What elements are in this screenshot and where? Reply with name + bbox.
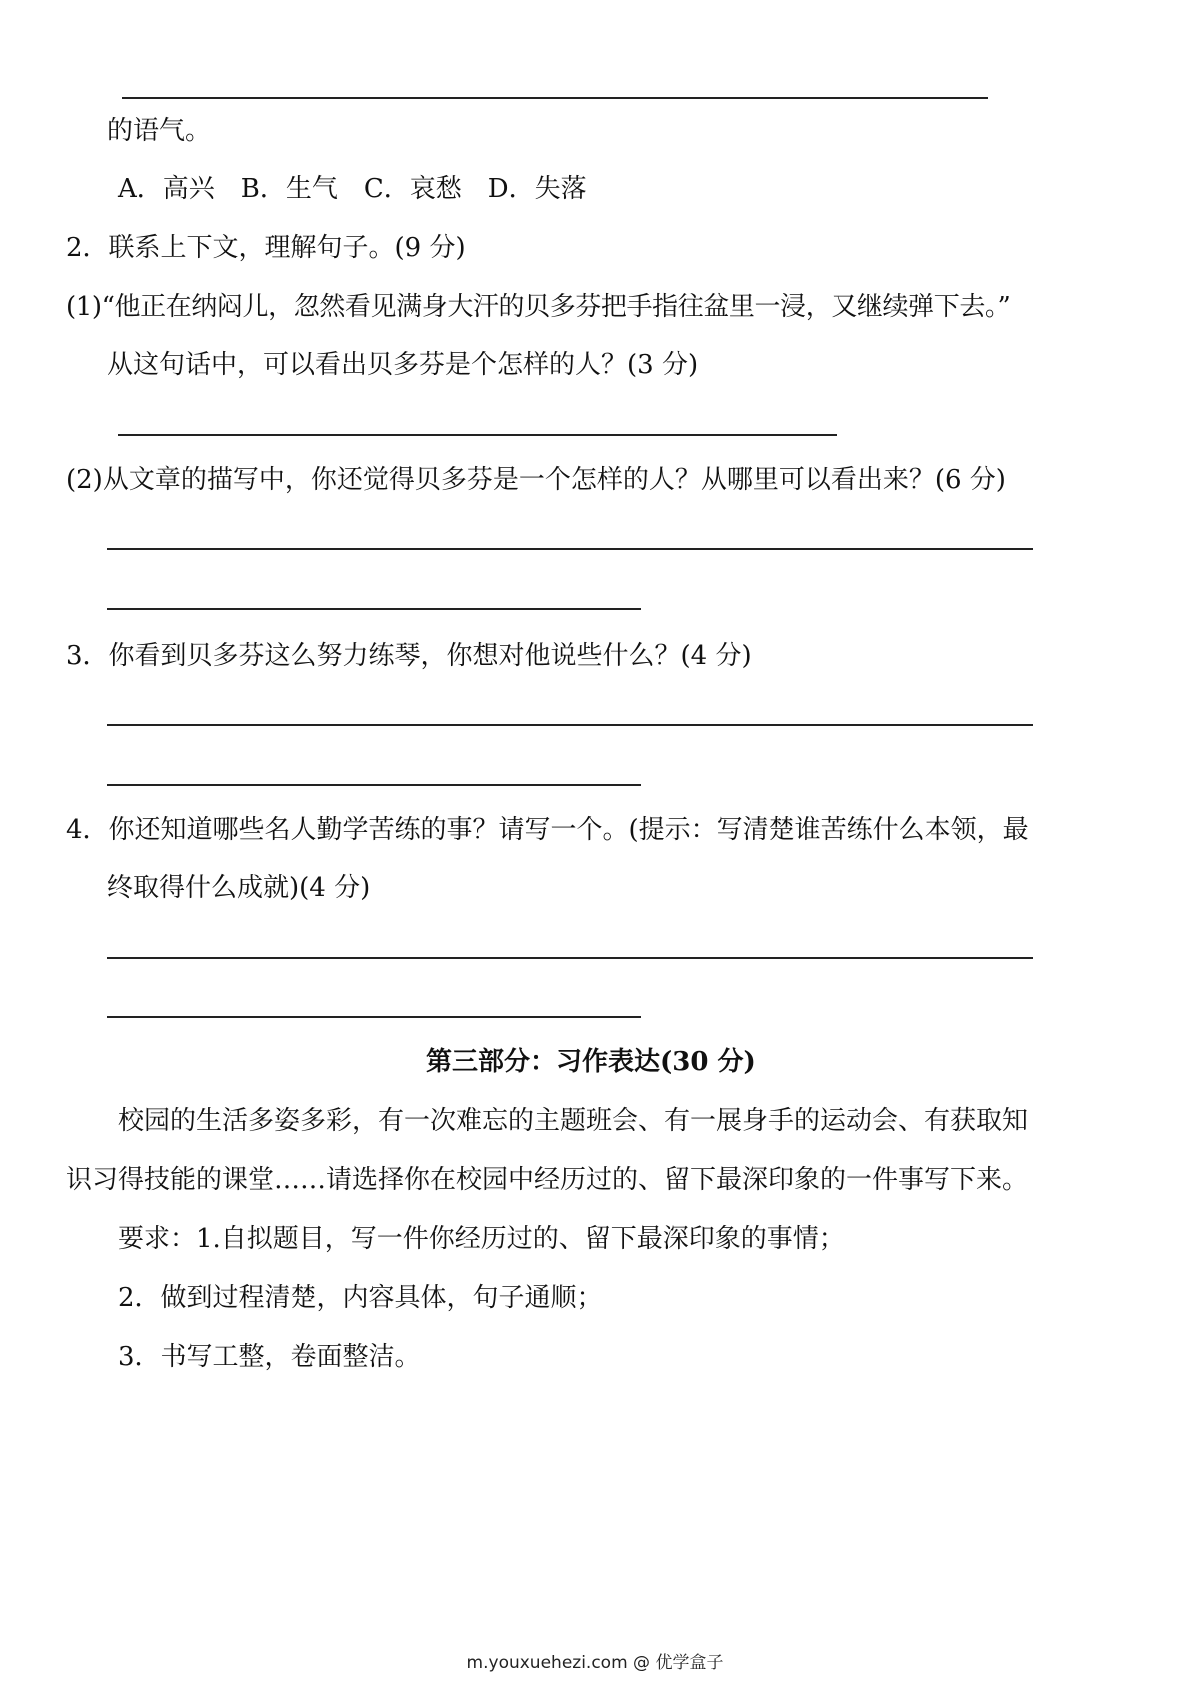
requirement-3: 3．书写工整，卷面整洁。 (118, 1342, 421, 1372)
requirement-2: 2．做到过程清楚，内容具体，句子通顺； (118, 1283, 603, 1313)
question-3-title: 3．你看到贝多芬这么努力练琴，你想对他说些什么？(4 分) (66, 641, 752, 671)
part-3-paragraph-line2: 识习得技能的课堂……请选择你在校园中经历过的、留下最深印象的一件事写下来。 (66, 1165, 1029, 1195)
question-2-title: 2．联系上下文，理解句子。(9 分) (66, 233, 466, 263)
part-3-heading: 第三部分：习作表达(30 分) (426, 1047, 756, 1077)
answer-line[interactable] (107, 724, 1033, 726)
question-2-1-ask: 从这句话中，可以看出贝多芬是个怎样的人？(3 分) (107, 350, 699, 380)
question-4-line1: 4．你还知道哪些名人勤学苦练的事？请写一个。(提示：写清楚谁苦练什么本领，最 (66, 815, 1029, 845)
question-4-line2: 终取得什么成就)(4 分) (107, 873, 371, 903)
answer-line[interactable] (107, 957, 1033, 959)
answer-line[interactable] (122, 97, 988, 99)
part-3-paragraph-line1: 校园的生活多姿多彩，有一次难忘的主题班会、有一展身手的运动会、有获取知 (118, 1106, 1029, 1136)
answer-line[interactable] (118, 434, 837, 436)
requirement-1: 要求：1.自拟题目，写一件你经历过的、留下最深印象的事情； (118, 1224, 845, 1254)
question-2-2: (2)从文章的描写中，你还觉得贝多芬是一个怎样的人？从哪里可以看出来？(6 分) (66, 465, 1006, 495)
answer-line[interactable] (107, 784, 641, 786)
answer-line[interactable] (107, 608, 641, 610)
answer-line[interactable] (107, 548, 1033, 550)
footer-source-text: m.youxuehezi.com @ 优学盒子 (466, 1653, 724, 1673)
tone-suffix-text: 的语气。 (107, 116, 212, 146)
question-2-1-quote: (1)“他正在纳闷儿，忽然看见满身大汗的贝多芬把手指往盆里一浸，又继续弹下去。” (66, 292, 1011, 322)
choice-options: A．高兴 B．生气 C．哀愁 D．失落 (118, 174, 587, 204)
answer-line[interactable] (107, 1016, 641, 1018)
